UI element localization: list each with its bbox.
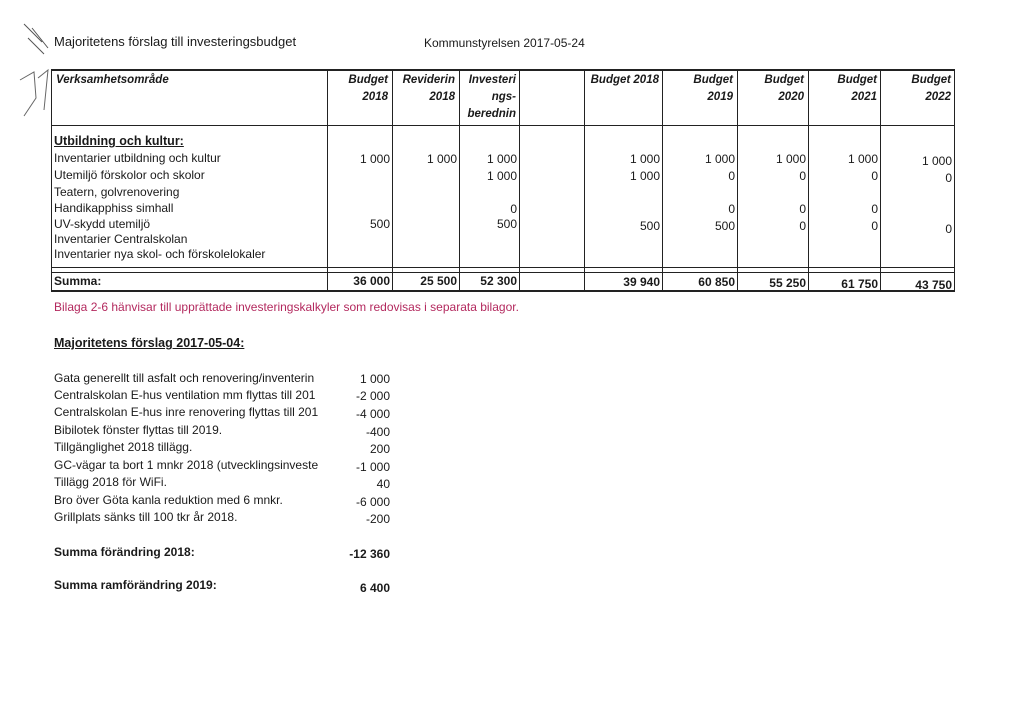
proposal-item-value: 1 000	[359, 372, 390, 386]
sum-value: 55 250	[769, 276, 806, 290]
sum-value: 43 750	[915, 278, 952, 292]
proposal-item-label: Centralskolan E-hus ventilation mm flyttas till 201	[54, 388, 316, 402]
proposal-item-label: Gata generellt till asfalt och renovering/inventerin	[54, 371, 315, 385]
col-header-budget-2022: Budget 2022	[911, 74, 951, 103]
cell-value: 0	[945, 222, 952, 236]
proposal-item-value: -400	[365, 425, 390, 439]
cell-value: 0	[799, 219, 806, 233]
sum-value: 52 300	[480, 274, 517, 288]
section-title: Utbildning och kultur:	[54, 134, 184, 148]
cell-value: 0	[871, 202, 878, 216]
cell-value: 1 000	[426, 152, 457, 166]
cell-value: 500	[369, 217, 390, 231]
cell-value: 1 000	[775, 152, 806, 166]
sum-label: Summa:	[54, 274, 102, 288]
proposal-item-label: Grillplats sänks till 100 tkr år 2018.	[54, 510, 238, 524]
cell-value: 1 000	[847, 152, 878, 166]
cell-value: 1 000	[359, 152, 390, 166]
cell-value: 0	[799, 169, 806, 183]
col-header-budget-2021: Budget 2021	[837, 74, 877, 103]
row-label: Teatern, golvrenovering	[54, 185, 180, 199]
sum-frame-label: Summa ramförändring 2019:	[54, 578, 217, 592]
proposal-item-value: -4 000	[355, 407, 390, 421]
proposal-item-value: 200	[369, 442, 390, 456]
cell-value: 0	[510, 202, 517, 216]
col-header-revidering-2018: Reviderin 2018	[402, 74, 455, 103]
proposal-item-value: -1 000	[355, 460, 390, 474]
row-label: Inventarier nya skol- och förskolelokaler	[54, 247, 266, 261]
proposal-item-label: Centralskolan E-hus inre renovering flyttas till 201	[54, 405, 319, 419]
row-label: Utemiljö förskolor och skolor	[54, 168, 205, 182]
proposal-heading: Majoritetens förslag 2017-05-04:	[54, 336, 245, 350]
col-header-budget-2019: Budget 2019	[693, 74, 733, 103]
row-label: Handikapphiss simhall	[54, 201, 174, 215]
cell-value: 0	[871, 169, 878, 183]
sum-value: 60 850	[698, 275, 735, 289]
col-header-budget-2020: Budget 2020	[764, 74, 804, 103]
proposal-item-label: GC-vägar ta bort 1 mnkr 2018 (utvecklingsinveste	[54, 458, 319, 472]
proposal-item-value: -2 000	[355, 389, 390, 403]
cell-value: 0	[945, 171, 952, 185]
cell-value: 500	[496, 217, 517, 231]
cell-value: 0	[871, 219, 878, 233]
cell-value: 1 000	[486, 152, 517, 166]
sum-value: 36 000	[353, 274, 390, 288]
col-header-budget-2018-final: Budget 2018	[590, 74, 659, 86]
cell-value: 1 000	[629, 152, 660, 166]
sum-value: 25 500	[420, 274, 457, 288]
cell-value: 0	[799, 202, 806, 216]
row-label: Inventarier utbildning och kultur	[54, 151, 221, 165]
proposal-item-value: -200	[365, 512, 390, 526]
col-header-budget-2018: Budget 2018	[348, 74, 388, 103]
cell-value: 1 000	[629, 169, 660, 183]
proposal-item-label: Tillägg 2018 för WiFi.	[54, 475, 167, 489]
cell-value: 500	[639, 219, 660, 233]
row-label: UV-skydd utemiljö	[54, 217, 151, 231]
cell-value: 500	[714, 219, 735, 233]
cell-value: 1 000	[921, 154, 952, 168]
cell-value: 1 000	[486, 169, 517, 183]
proposal-item-label: Bro över Göta kanla reduktion med 6 mnkr.	[54, 493, 283, 507]
cell-value: 0	[728, 202, 735, 216]
sum-frame-value: 6 400	[359, 581, 390, 595]
cell-value: 0	[728, 169, 735, 183]
col-header-verksamhetsomrade: Verksamhetsområde	[56, 74, 169, 86]
proposal-item-value: 40	[376, 477, 390, 491]
row-label: Inventarier Centralskolan	[54, 232, 188, 246]
proposal-item-label: Bibilotek fönster flyttas till 2019.	[54, 423, 223, 437]
sum-value: 61 750	[841, 277, 878, 291]
document-title: Majoritetens förslag till investeringsbudget	[54, 34, 297, 49]
sum-change-value: -12 360	[349, 547, 390, 561]
proposal-item-value: -6 000	[355, 495, 390, 509]
cell-value: 1 000	[704, 152, 735, 166]
col-header-investeringsberedning: Investeri ngs- berednin	[467, 74, 516, 120]
document-meeting-date: Kommunstyrelsen 2017-05-24	[424, 36, 585, 50]
sum-change-label: Summa förändring 2018:	[54, 545, 195, 559]
proposal-item-label: Tillgänglighet 2018 tillägg.	[54, 440, 193, 454]
attachment-note: Bilaga 2-6 hänvisar till upprättade investeringskalkyler som redovisas i separata bilagor.	[54, 300, 519, 314]
handwritten-initials	[14, 20, 56, 130]
sum-value: 39 940	[623, 275, 660, 289]
